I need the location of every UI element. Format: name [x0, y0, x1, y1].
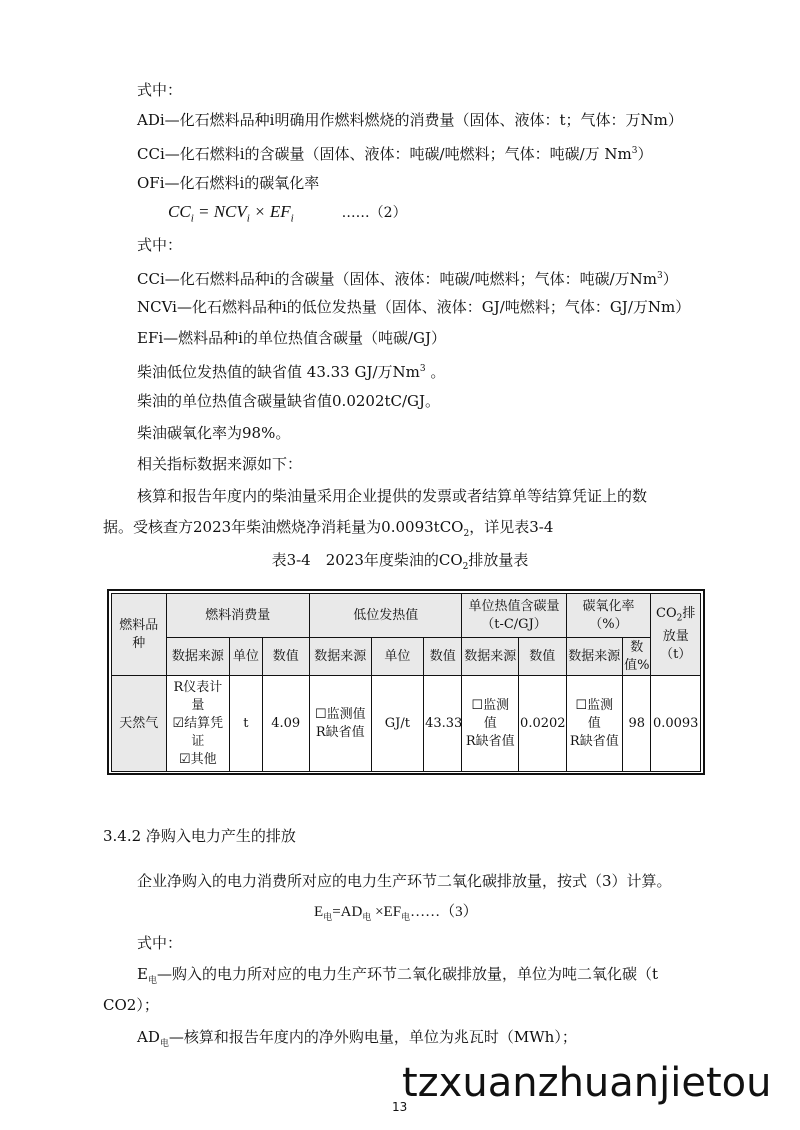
paragraph-line-2: 据。受核查方2023年柴油燃烧净消耗量为0.0093tCO$_2$，详见表3-4	[103, 518, 554, 539]
watermark-text: tzxuanzhuanjietou	[402, 1060, 772, 1106]
emissions-table-frame	[107, 589, 705, 775]
electricity-paragraph: 企业净购入的电力消费所对应的电力生产环节二氧化碳排放量，按式（3）计算。	[137, 872, 672, 890]
cell-cc-source: ☐监测 值 R缺省值	[462, 676, 519, 772]
diesel-oxidation: 柴油碳氧化率为98%。	[137, 424, 291, 442]
e-definition: $E_电—$购入的电力所对应的电力生产环节二氧化碳排放量，单位为吨二氧化碳（t	[137, 965, 658, 986]
sources-heading: 相关指标数据来源如下：	[137, 455, 303, 473]
header-consumption-source: 数据来源	[166, 638, 230, 676]
ef-definition: EFi—燃料品种i的单位热值含碳量（吨碳/GJ）	[137, 329, 447, 347]
cell-consumption-value: 4.09	[262, 676, 309, 772]
of-definition: OFi—化石燃料i的碳氧化率	[137, 174, 320, 192]
diesel-ncv-default: 柴油低位发热值的缺省值 43.33 GJ/万Nm$^3$ 。	[137, 363, 446, 381]
ncv-definition: NCVi—化石燃料品种i的低位发热量（固体、液体：GJ/吨燃料；气体：GJ/万Nm）	[137, 298, 691, 316]
section-heading: 3.4.2 净购入电力产生的排放	[103, 827, 296, 845]
cell-co2-value: 0.0093	[651, 676, 701, 772]
cell-consumption-source: R仪表计量 ☑结算凭证 ☑其他	[166, 676, 230, 772]
formula-2: $CC_i = NCV_i \times EF_i$ ……（2）	[168, 202, 407, 225]
header-fuel-consumption: 燃料消费量	[166, 594, 309, 638]
paragraph-line-1: 核算和报告年度内的柴油量采用企业提供的发票或者结算单等结算凭证上的数	[137, 487, 648, 505]
header-cc-source: 数据来源	[462, 638, 519, 676]
e-definition-cont: CO2）；	[103, 996, 159, 1014]
table-row	[112, 676, 701, 772]
diesel-co2-table	[111, 593, 701, 772]
header-consumption-value: 数值	[262, 638, 309, 676]
ad-definition: ADi—化石燃料品种i明确用作燃料燃烧的消费量（固体、液体：t；气体：万Nm）	[137, 111, 683, 129]
header-fuel-type: 燃料品种	[112, 594, 167, 676]
header-ncv-source: 数据来源	[309, 638, 371, 676]
table-caption: 表3-4 2023年度柴油的$CO_2$排放量表	[271, 551, 529, 572]
cc-definition-2: CCi—化石燃料品种i的含碳量（固体、液体：吨碳/吨燃料；气体：吨碳/万Nm$^3$）	[137, 270, 678, 288]
cell-ox-value: 98	[623, 676, 651, 772]
cell-ncv-unit: GJ/t	[371, 676, 424, 772]
cc-definition-1: CCi—化石燃料i的含碳量（固体、液体：吨碳/吨燃料；气体：吨碳/万 Nm$^3$）	[137, 145, 653, 163]
where-label-3: 式中：	[137, 934, 183, 952]
diesel-cc-default: 柴油的单位热值含碳量缺省值0.0202tC/GJ。	[137, 392, 441, 410]
formula-3: $E_电=AD_电$ $\times EF_电\dots\dots(3)$	[314, 904, 478, 922]
header-ncv-unit: 单位	[371, 638, 424, 676]
cell-ncv-value: 43.33	[424, 676, 462, 772]
cell-ox-source: ☐监测 值 R缺省值	[566, 676, 623, 772]
cell-fuel: 天然气	[112, 676, 167, 772]
header-consumption-unit: 单位	[230, 638, 262, 676]
header-cc-value: 数值	[519, 638, 566, 676]
ad-electricity-definition: $AD_电—$核算和报告年度内的净外购电量，单位为兆瓦时（MWh）；	[137, 1028, 577, 1049]
where-label-2: 式中：	[137, 236, 183, 254]
cell-consumption-unit: t	[230, 676, 262, 772]
where-label-1: 式中：	[137, 81, 183, 99]
page-number: 13	[392, 1100, 408, 1114]
header-ox-value: 数值%	[623, 638, 651, 676]
header-carbon-content: 单位热值含碳量（t-C/GJ）	[462, 594, 566, 638]
header-oxidation-rate: 碳氧化率（%）	[566, 594, 651, 638]
cell-cc-value: 0.0202	[519, 676, 566, 772]
cell-ncv-source: ☐监测值 R缺省值	[309, 676, 371, 772]
header-ncv-value: 数值	[424, 638, 462, 676]
header-ncv: 低位发热值	[309, 594, 462, 638]
header-co2-emissions: $CO_2$排放量（t）	[651, 594, 701, 676]
header-ox-source: 数据来源	[566, 638, 623, 676]
